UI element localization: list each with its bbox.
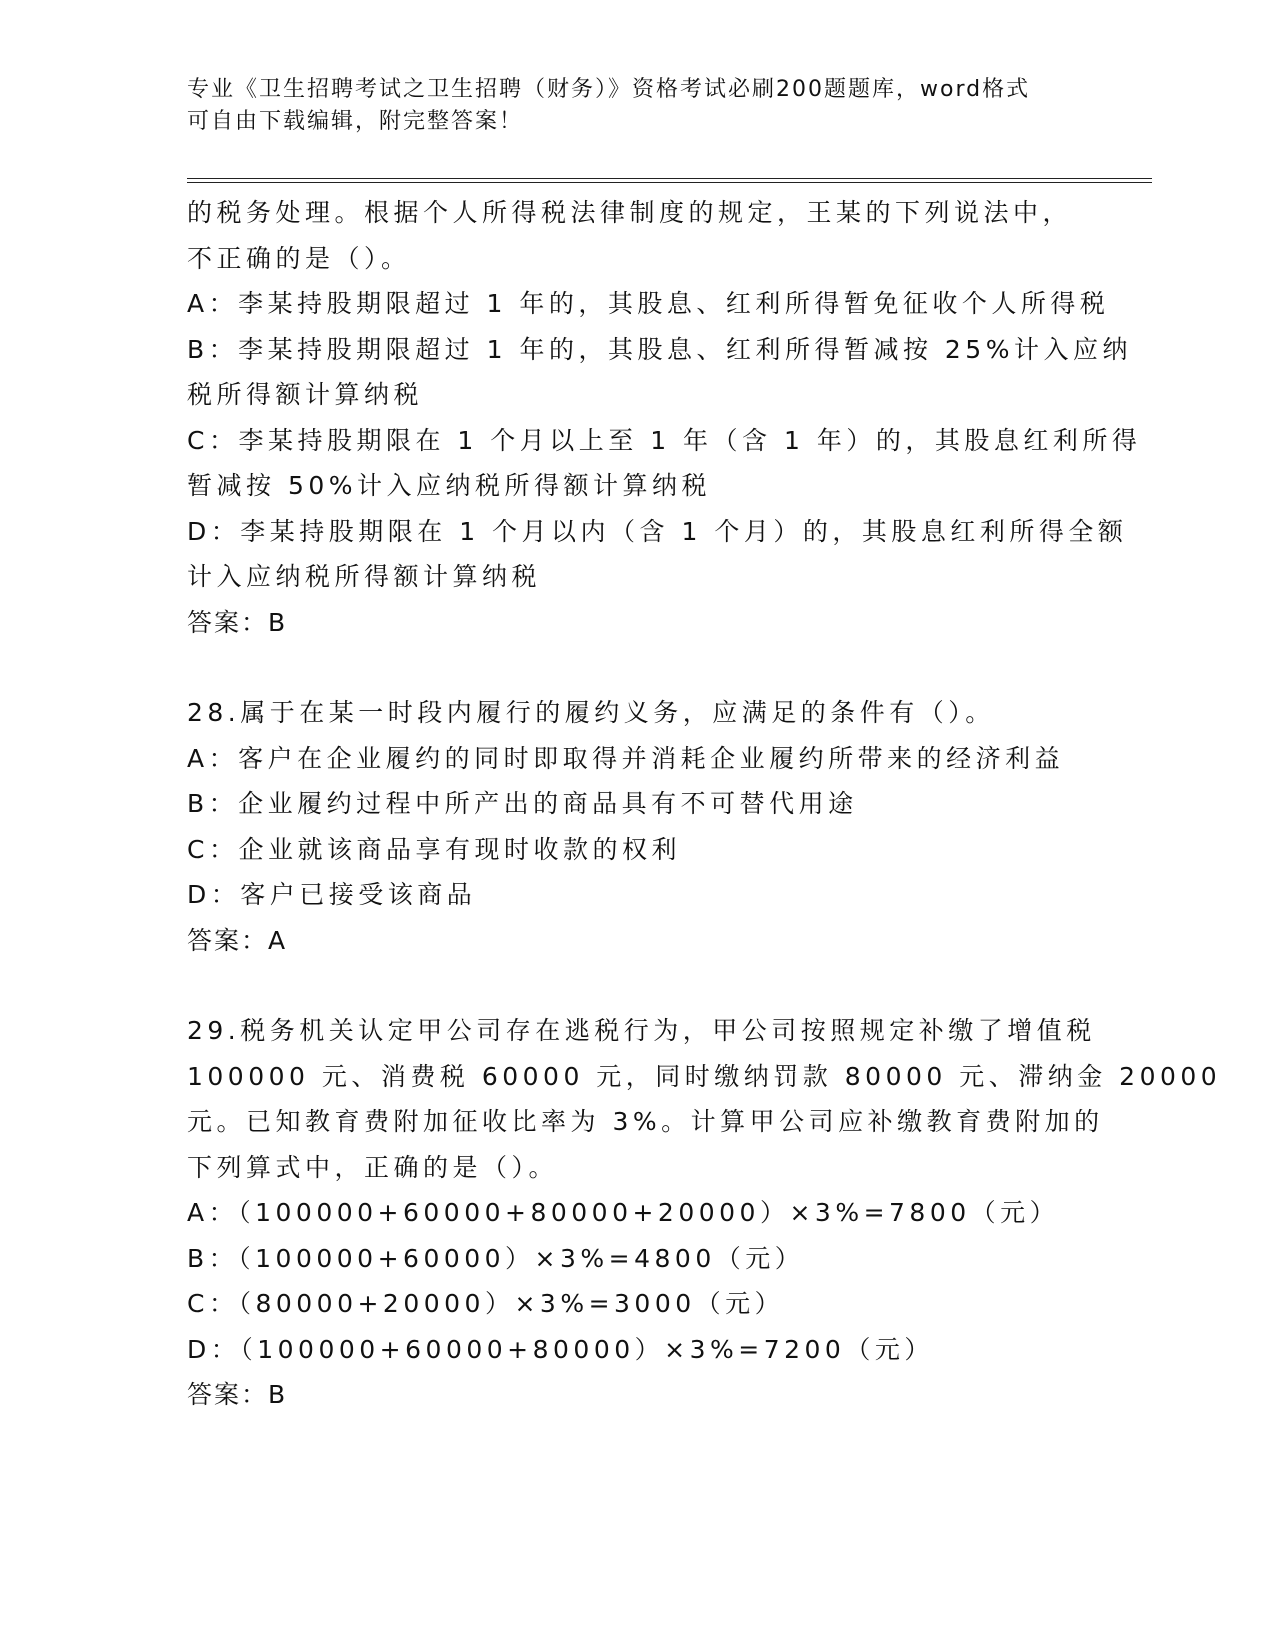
spacer — [187, 645, 1087, 690]
question-28-option-c: C：企业就该商品享有现时收款的权利 — [187, 834, 681, 864]
question-29-stem-line-3: 元。已知教育费附加征收比率为 3%。计算甲公司应补缴教育费附加的 — [187, 1107, 1104, 1136]
question-28-stem: 28.属于在某一时段内履行的履约义务，应满足的条件有（）。 — [187, 698, 995, 727]
header-divider-top — [187, 178, 1152, 179]
question-28-option-d: D：客户已接受该商品 — [187, 880, 477, 909]
question-29-stem-line-4: 下列算式中，正确的是（）。 — [187, 1152, 559, 1182]
question-29 — [187, 1008, 1222, 1418]
question-29-option-d: D：（100000+60000+80000）×3%=7200（元） — [187, 1334, 934, 1364]
question-27-option-a: A：李某持股期限超过 1 年的，其股息、红利所得暂免征收个人所得税 — [187, 289, 1110, 318]
document-header — [187, 74, 1067, 138]
header-title-line-1: 专业《卫生招聘考试之卫生招聘（财务）》资格考试必刷200题题库，word格式 — [187, 77, 1031, 102]
question-27-stem-line-1: 的税务处理。根据个人所得税法律制度的规定，王某的下列说法中， — [187, 198, 1073, 227]
question-29-answer: 答案：B — [187, 1380, 288, 1409]
question-27-option-b-line-2: 税所得额计算纳税 — [187, 380, 424, 409]
question-27-stem-line-2: 不正确的是（）。 — [187, 243, 411, 273]
question-28-option-a: A：客户在企业履约的同时即取得并消耗企业履约所带来的经济利益 — [187, 743, 1065, 773]
question-28-answer: 答案：A — [187, 925, 288, 955]
header-divider-bottom — [187, 182, 1152, 183]
document-body — [187, 190, 1222, 1418]
question-29-option-a: A：（100000+60000+80000+20000）×3%=7800（元） — [187, 1198, 1060, 1227]
question-27-option-b-line-1: B：李某持股期限超过 1 年的，其股息、红利所得暂减按 25%计入应纳 — [187, 334, 1132, 364]
question-27-option-c-line-2: 暂减按 50%计入应纳税所得额计算纳税 — [187, 471, 712, 500]
question-28-option-b: B：企业履约过程中所产出的商品具有不可替代用途 — [187, 789, 858, 818]
question-29-option-b: B：（100000+60000）×3%=4800（元） — [187, 1243, 805, 1273]
header-title-line-2: 可自由下载编辑，附完整答案！ — [187, 109, 524, 134]
question-29-option-c: C：（80000+20000）×3%=3000（元） — [187, 1289, 785, 1318]
question-29-stem-line-1: 29.税务机关认定甲公司存在逃税行为，甲公司按照规定补缴了增值税 — [187, 1016, 1096, 1045]
question-27-option-c-line-1: C：李某持股期限在 1 个月以上至 1 年（含 1 年）的，其股息红利所得 — [187, 425, 1142, 455]
question-27-answer: 答案：B — [187, 607, 288, 637]
question-27-option-d-line-1: D：李某持股期限在 1 个月以内（含 1 个月）的，其股息红利所得全额 — [187, 516, 1128, 546]
question-27-option-d-line-2: 计入应纳税所得额计算纳税 — [187, 562, 542, 591]
question-28 — [187, 690, 1087, 963]
spacer — [187, 963, 1087, 1008]
question-27 — [187, 190, 1142, 645]
question-29-stem-line-2: 100000 元、消费税 60000 元，同时缴纳罚款 80000 元、滞纳金 20000 — [187, 1061, 1222, 1091]
